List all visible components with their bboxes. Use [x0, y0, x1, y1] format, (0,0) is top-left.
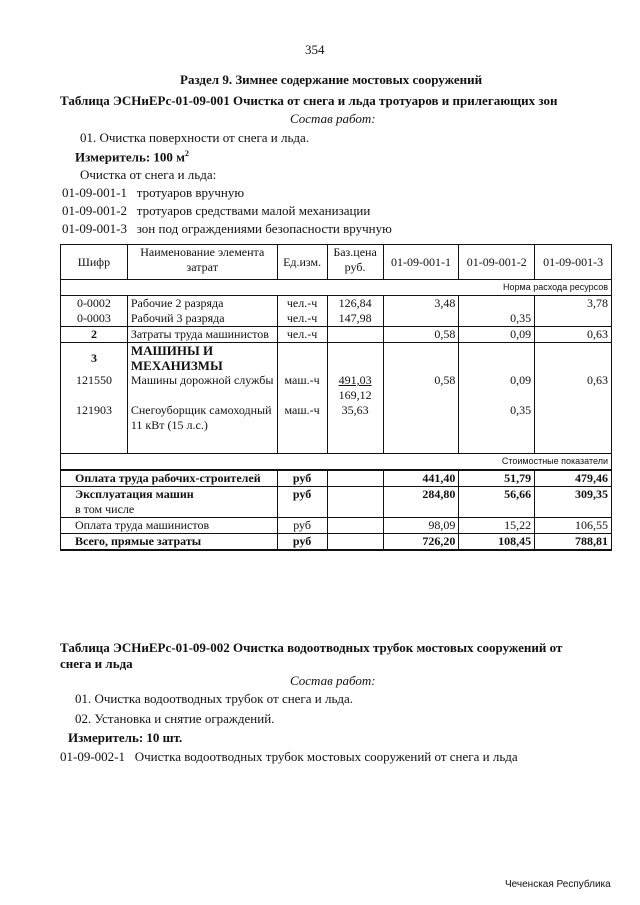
row5-price-main: 491,03 [338, 373, 372, 387]
row2-col3 [535, 311, 612, 327]
cost3-col2: 15,22 [459, 517, 535, 533]
cost2-title: Эксплуатация машин [75, 486, 194, 501]
table1-subhead: Очистка от снега и льда: [80, 167, 217, 182]
cost1-col2: 51,79 [459, 470, 535, 487]
cost2-name [61, 486, 278, 517]
row1-code: 0-0002 [61, 296, 128, 312]
header-col3: 01-09-001-3 [535, 245, 612, 280]
table-row [61, 296, 612, 312]
cost-label: Стоимостные показатели [61, 453, 612, 470]
table1-title: Таблица ЭСНиЕРс-01-09-001 Очистка от снега и льда тротуаров и прилегающих зон [60, 93, 558, 108]
row3-code: 2 [61, 327, 128, 343]
row6-price: 35,63 [327, 403, 383, 453]
table-row [61, 486, 612, 517]
table2-title-line1: Таблица ЭСНиЕРс-01-09-002 Очистка водоотводных трубок мостовых сооружений от [60, 640, 563, 655]
row1-col3: 3,78 [535, 296, 612, 312]
row5-price-alt: 169,12 [338, 388, 372, 402]
table-header-row [61, 245, 612, 280]
cost4-col1: 726,20 [383, 533, 459, 550]
cost3-unit: руб [277, 517, 327, 533]
row5-col1: 0,58 [383, 373, 459, 403]
row6-col2: 0,35 [459, 403, 535, 453]
table-row [61, 470, 612, 487]
table-row [61, 517, 612, 533]
row5-code: 121550 [61, 373, 128, 403]
row1-col2 [459, 296, 535, 312]
cost4-name: Всего, прямые затраты [61, 533, 278, 550]
header-name: Наименование элемента затрат [127, 245, 277, 280]
row1-unit: чел.-ч [277, 296, 327, 312]
table2-title-line2: снега и льда [60, 656, 133, 671]
cost4-col2: 108,45 [459, 533, 535, 550]
cost1-unit: руб [277, 470, 327, 487]
table1-item-1: 01-09-001-1 тротуаров вручную [62, 185, 245, 200]
row6-col3 [535, 403, 612, 453]
table2-measure: Измеритель: 10 шт. [68, 730, 183, 745]
row5-unit: маш.-ч [277, 373, 327, 403]
row5-name: Машины дорожной службы [127, 373, 277, 403]
row5-col2: 0,09 [459, 373, 535, 403]
norm-label-row [61, 280, 612, 296]
row3-col1: 0,58 [383, 327, 459, 343]
cost3-col3: 106,55 [535, 517, 612, 533]
cost2-col1: 284,80 [383, 486, 459, 517]
cost2-col2: 56,66 [459, 486, 535, 517]
row4-name: МАШИНЫ И МЕХАНИЗМЫ [127, 343, 277, 374]
row6-name: Снегоуборщик самоходный 11 кВт (15 л.с.) [127, 403, 277, 453]
header-col1: 01-09-001-1 [383, 245, 459, 280]
row3-price [327, 327, 383, 343]
cost1-name: Оплата труда рабочих-строителей [61, 470, 278, 487]
table1-item-3: 01-09-001-3 зон под ограждениями безопасности вручную [62, 221, 392, 236]
footer-region: Чеченская Республика [505, 879, 611, 890]
row3-name: Затраты труда машинистов [127, 327, 277, 343]
cost3-col1: 98,09 [383, 517, 459, 533]
row6-col1 [383, 403, 459, 453]
cost4-col3: 788,81 [535, 533, 612, 550]
row3-unit: чел.-ч [277, 327, 327, 343]
row2-col1 [383, 311, 459, 327]
cost1-col3: 479,46 [535, 470, 612, 487]
resource-table [60, 244, 612, 551]
table1-item-2: 01-09-001-2 тротуаров средствами малой механизации [62, 203, 371, 218]
cost-label-row [61, 453, 612, 470]
header-code: Шифр [61, 245, 128, 280]
table-row [61, 343, 612, 374]
header-col2: 01-09-001-2 [459, 245, 535, 280]
row1-name: Рабочие 2 разряда [127, 296, 277, 312]
table-row [61, 373, 612, 403]
cost4-unit: руб [277, 533, 327, 550]
header-price: Баз.цена руб. [327, 245, 383, 280]
table1-work-1: 01. Очистка поверхности от снега и льда. [80, 130, 310, 145]
table2-item: 01-09-002-1 Очистка водоотводных трубок мостовых сооружений от снега и льда [60, 749, 518, 764]
table1-composition-title: Состав работ: [290, 111, 376, 126]
row5-col3: 0,63 [535, 373, 612, 403]
table2-composition-title: Состав работ: [290, 673, 376, 688]
row1-col1: 3,48 [383, 296, 459, 312]
row6-unit: маш.-ч [277, 403, 327, 453]
row2-code: 0-0003 [61, 311, 128, 327]
table-row [61, 403, 612, 453]
table2-work-1: 01. Очистка водоотводных трубок от снега и льда. [75, 691, 354, 706]
page-number: 354 [305, 42, 325, 57]
row5-price [327, 373, 383, 403]
norm-label: Норма расхода ресурсов [61, 280, 612, 296]
row3-col2: 0,09 [459, 327, 535, 343]
table-row [61, 311, 612, 327]
row2-unit: чел.-ч [277, 311, 327, 327]
cost1-col1: 441,40 [383, 470, 459, 487]
table-row [61, 533, 612, 550]
row3-col3: 0,63 [535, 327, 612, 343]
row4-code: 3 [61, 343, 128, 374]
row1-price: 126,84 [327, 296, 383, 312]
table2-work-2: 02. Установка и снятие ограждений. [75, 711, 275, 726]
cost2-unit: руб [277, 486, 327, 517]
cost3-name: Оплата труда машинистов [61, 517, 278, 533]
cost2-sub: в том числе [75, 501, 135, 516]
row6-code: 121903 [61, 403, 128, 453]
section-title: Раздел 9. Зимнее содержание мостовых сооружений [180, 72, 483, 87]
row2-name: Рабочий 3 разряда [127, 311, 277, 327]
table-row [61, 327, 612, 343]
row2-col2: 0,35 [459, 311, 535, 327]
table1-measure: Измеритель: 100 $м^2$ [75, 149, 190, 165]
header-unit: Ед.изм. [277, 245, 327, 280]
row2-price: 147,98 [327, 311, 383, 327]
cost2-col3: 309,35 [535, 486, 612, 517]
